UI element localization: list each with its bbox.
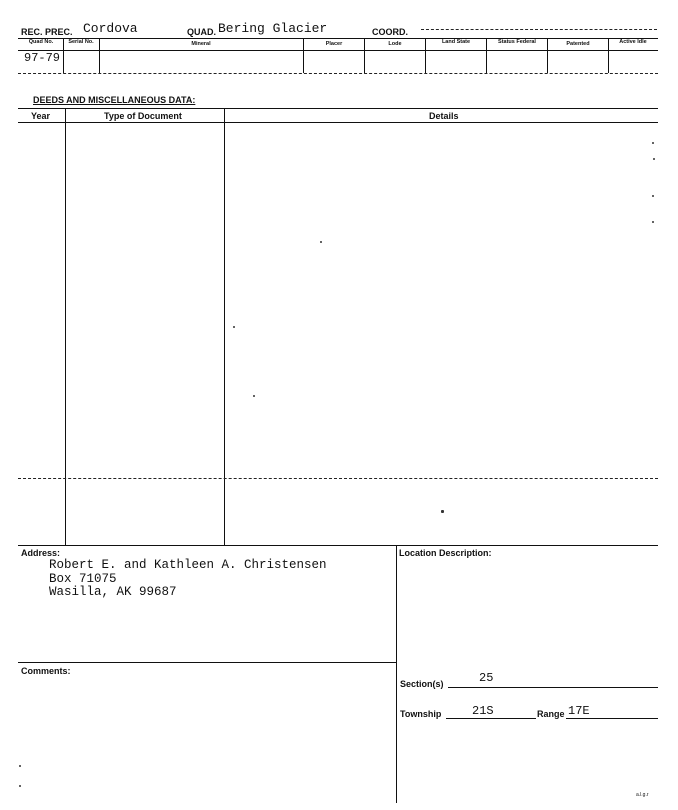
deeds-section-title: DEEDS AND MISCELLANEOUS DATA:	[33, 95, 196, 105]
speck	[652, 195, 654, 197]
address-block	[49, 559, 327, 600]
col-patented: Patented	[566, 41, 590, 47]
township-label: Township	[400, 709, 442, 719]
township-underline	[446, 718, 536, 719]
deeds-col-divider	[65, 108, 66, 545]
quad-no-value: 97-79	[24, 51, 61, 65]
deeds-dashed-rule	[18, 478, 658, 479]
speck	[19, 785, 21, 787]
speck	[652, 142, 654, 144]
quad-label: QUAD.	[187, 27, 216, 37]
address-line-city: Wasilla, AK 99687	[49, 585, 177, 599]
township-value: 21S	[472, 704, 494, 718]
speck	[19, 765, 21, 767]
location-divider	[396, 545, 397, 803]
col-quad-no: Quad No.	[28, 39, 54, 45]
address-label: Address:	[21, 548, 61, 558]
coord-label: COORD.	[372, 27, 408, 37]
speck	[653, 158, 655, 160]
address-line-box: Box 71075	[49, 571, 117, 586]
section-value: 25	[479, 671, 494, 685]
claim-col-divider	[425, 38, 426, 73]
deeds-col-divider	[224, 108, 225, 545]
comments-top-rule	[18, 662, 396, 663]
range-value: 17E	[568, 704, 590, 718]
col-lode: Lode	[388, 41, 402, 47]
col-land-state: Land State	[441, 39, 471, 45]
rec-prec-value: Cordova	[83, 21, 138, 36]
speck	[441, 510, 444, 513]
claim-col-divider	[608, 38, 609, 73]
range-underline	[566, 718, 658, 719]
col-details: Details	[429, 111, 459, 121]
claim-table-bottom-rule	[18, 73, 658, 74]
address-line-name: Robert E. and Kathleen A. Christensen	[49, 558, 327, 572]
section-underline	[448, 687, 658, 688]
quad-value: Bering Glacier	[218, 21, 328, 36]
section-label: Section(s)	[400, 679, 444, 689]
claim-table-top-rule	[18, 38, 658, 39]
comments-label: Comments:	[21, 666, 71, 676]
deeds-bottom-rule	[18, 545, 658, 546]
speck	[320, 241, 322, 243]
col-mineral: Mineral	[191, 41, 211, 47]
col-year: Year	[31, 111, 51, 121]
location-description-label: Location Description:	[399, 548, 492, 558]
speck	[233, 326, 235, 328]
deeds-header-rule	[18, 122, 658, 123]
rec-prec-label: REC. PREC.	[21, 27, 73, 37]
speck	[652, 221, 654, 223]
coord-dashed-line	[421, 29, 657, 30]
claim-table-header-rule	[18, 50, 658, 51]
claim-col-divider	[486, 38, 487, 73]
col-status-federal: Status Federal	[498, 39, 536, 45]
col-serial-no: Serial No.	[68, 39, 94, 45]
col-placer: Placer	[325, 41, 343, 47]
col-active-idle: Active Idle	[619, 39, 647, 45]
range-label: Range	[537, 709, 565, 719]
footer-mark: a.l.g.r	[636, 792, 649, 798]
deeds-top-rule	[18, 108, 658, 109]
col-type-of-document: Type of Document	[104, 111, 182, 121]
speck	[253, 395, 255, 397]
